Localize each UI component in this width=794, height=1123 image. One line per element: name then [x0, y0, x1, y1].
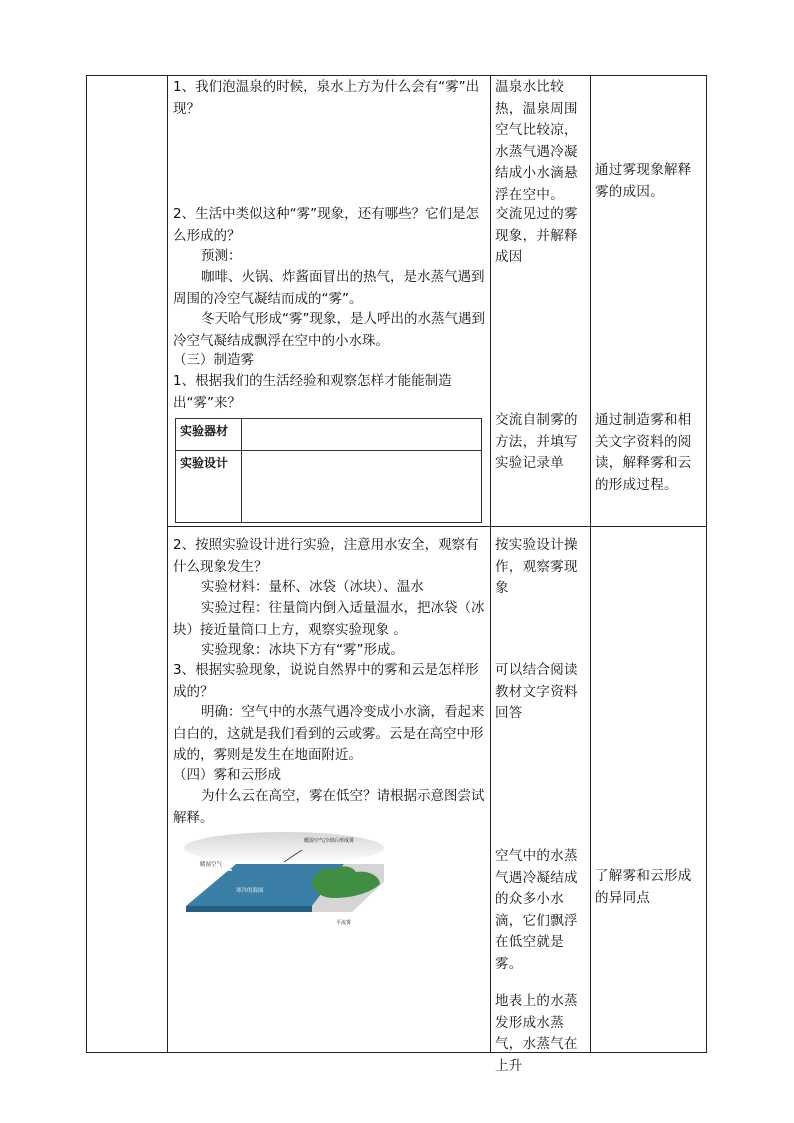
design-intent-3: 了解雾和云形成的异同点 [595, 868, 692, 906]
student-activity-2: 交流见过的雾现象，并解释成因 [495, 206, 578, 265]
label-fog: 平流雾 [336, 920, 352, 926]
materials-label: 实验器材 [176, 419, 242, 451]
table-row [176, 451, 482, 523]
student-activity-3: 交流自制雾的方法，并填写实验记录单 [495, 412, 578, 471]
experiment-record-table [175, 418, 482, 523]
student-activity-7: 地表上的水蒸发形成水蒸气，水蒸气在上升 [495, 993, 578, 1074]
exp-phenomenon: 实验现象：冰块下方有“雾”形成。 [201, 642, 404, 658]
column-divider-3 [590, 76, 591, 1052]
fog-diagram-svg [184, 830, 384, 930]
row-divider [167, 526, 707, 527]
predict-2: 冬天哈气形成“雾”现象，是人呼出的水蒸气遇到冷空气凝结成飘浮在空中的小水珠。 [173, 311, 485, 349]
cloud-shape [184, 832, 384, 864]
fog-diagram [184, 830, 384, 930]
section-3-heading: （三）制造雾 [173, 352, 254, 368]
label-warm-air: 暖湿空气 [200, 862, 223, 868]
student-activity-4: 按实验设计操作，观察雾现象 [495, 537, 578, 596]
label-cold-sea: 寒冷的海面 [236, 888, 264, 894]
question-1: 1、我们泡温泉的时候，泉水上方为什么会有“雾”出现？ [173, 79, 480, 117]
table-row [176, 419, 482, 451]
design-cell[interactable] [242, 451, 482, 523]
column-divider-2 [490, 76, 491, 1052]
predict-1: 咖啡、火锅、炸酱面冒出的热气，是水蒸气遇到周围的冷空气凝结而成的“雾”。 [173, 269, 485, 307]
question-4: 2、按照实验设计进行实验，注意用水安全，观察有什么现象发生？ [173, 537, 479, 575]
exp-process: 实验过程：往量筒内倒入适量温水，把冰袋（冰块）接近量筒口上方，观察实验现象 。 [173, 600, 485, 638]
design-intent-2: 通过制造雾和相关文字资料的阅读，解释雾和云的形成过程。 [595, 412, 692, 493]
exp-materials: 实验材料：量杯、冰袋（冰块）、温水 [201, 579, 424, 595]
question-5: 3、根据实验现象，说说自然界中的雾和云是怎样形成的？ [173, 662, 479, 700]
clarify-text: 明确：空气中的水蒸气遇冷变成小水滴，看起来白白的，这就是我们看到的云或雾。云是在高空中形成的，雾则是发生在地面附近。 [173, 704, 485, 763]
question-3: 1、根据我们的生活经验和观察怎样才能能制造出“雾”来？ [173, 373, 452, 411]
label-top: 暖湿空气冷却后形成雾 [304, 838, 355, 844]
student-activity-5: 可以结合阅读教材文字资料回答 [495, 662, 578, 721]
predict-label: 预测： [201, 248, 242, 264]
sea-edge [186, 906, 312, 912]
column-divider-1 [167, 76, 168, 1052]
design-label: 实验设计 [176, 451, 242, 523]
student-activity-6: 空气中的水蒸气遇冷凝结成的众多小水滴，它们飘浮在低空就是雾。 [495, 848, 578, 972]
section-4-heading: （四）雾和云形成 [173, 767, 281, 783]
design-intent-1: 通过雾现象解释雾的成因。 [595, 162, 692, 200]
question-2: 2、生活中类似这种“雾”现象，还有哪些？它们是怎么形成的？ [173, 206, 480, 244]
question-6: 为什么云在高空，雾在低空？请根据示意图尝试解释。 [173, 788, 485, 826]
materials-cell[interactable] [242, 419, 482, 451]
student-activity-1: 温泉水比较热，温泉周围空气比较凉，水蒸气遇冷凝结成小水滴悬浮在空中。 [495, 79, 578, 203]
